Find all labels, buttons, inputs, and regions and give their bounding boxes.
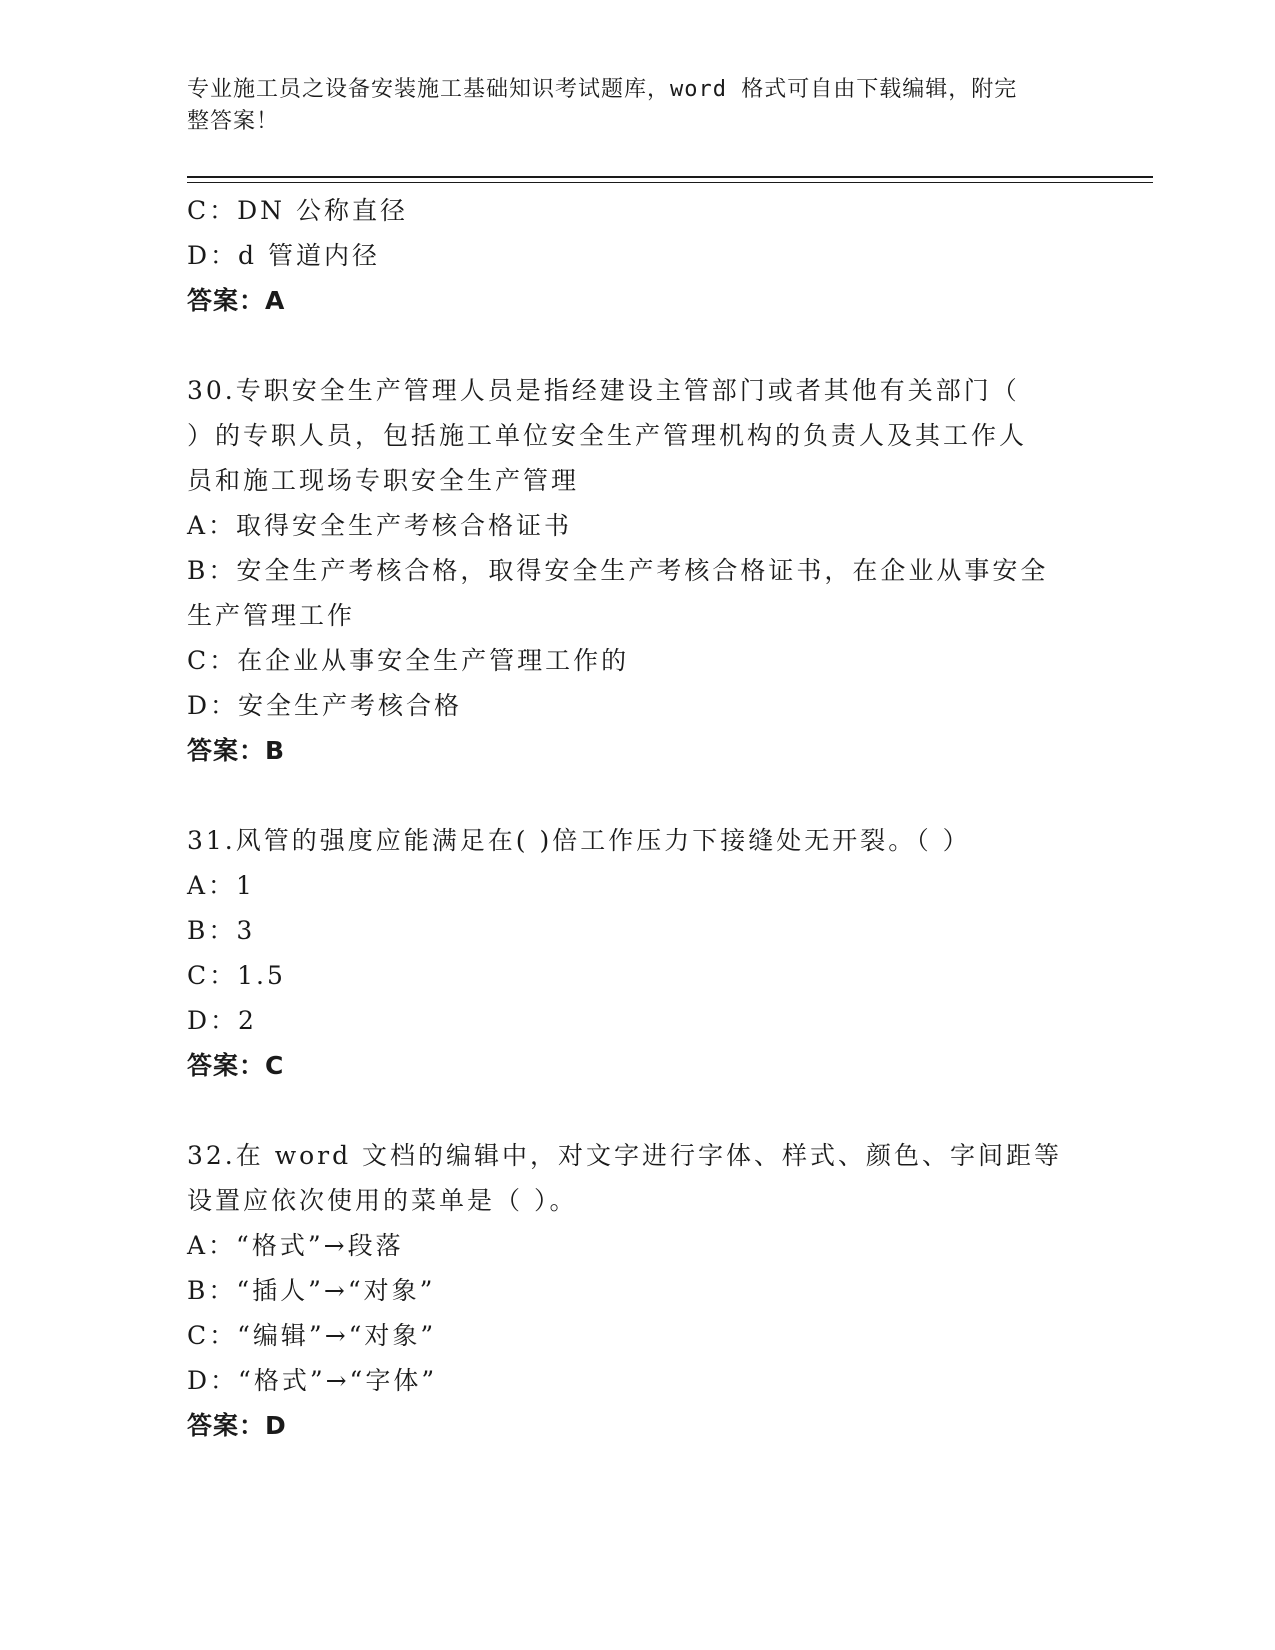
option-b: B：3 bbox=[187, 916, 256, 945]
question-32 bbox=[187, 1133, 1087, 1448]
option-a: A：“格式”→段落 bbox=[187, 1231, 404, 1260]
spacer bbox=[187, 773, 1087, 818]
answer-line: 答案：A bbox=[187, 286, 286, 315]
option-c: C：“编辑”→“对象” bbox=[187, 1321, 437, 1350]
option-b: B：“插人”→“对象” bbox=[187, 1276, 436, 1305]
header-line-1: 专业施工员之设备安装施工基础知识考试题库，word 格式可自由下载编辑，附完 bbox=[187, 77, 1018, 102]
header-divider-thick bbox=[187, 176, 1153, 178]
option-c: C：1.5 bbox=[187, 961, 286, 990]
answer-line: 答案：D bbox=[187, 1411, 287, 1440]
option-d: D：d 管道内径 bbox=[187, 241, 380, 270]
answer-line: 答案：C bbox=[187, 1051, 285, 1080]
question-text-line: 30.专职安全生产管理人员是指经建设主管部门或者其他有关部门（ bbox=[187, 376, 1020, 405]
question-31 bbox=[187, 818, 1087, 1088]
option-c: C：DN 公称直径 bbox=[187, 196, 408, 225]
question-text-line: 31.风管的强度应能满足在( )倍工作压力下接缝处无开裂。（ ） bbox=[187, 826, 971, 855]
option-a: A：取得安全生产考核合格证书 bbox=[187, 511, 573, 540]
option-b-continued: 生产管理工作 bbox=[187, 601, 356, 630]
option-c: C：在企业从事安全生产管理工作的 bbox=[187, 646, 630, 675]
question-text-line: ）的专职人员，包括施工单位安全生产管理机构的负责人及其工作人 bbox=[187, 421, 1028, 450]
option-b: B：安全生产考核合格，取得安全生产考核合格证书，在企业从事安全 bbox=[187, 556, 1049, 585]
document-header bbox=[187, 74, 1067, 138]
option-a: A：1 bbox=[187, 871, 255, 900]
question-30 bbox=[187, 368, 1087, 773]
option-d: D：安全生产考核合格 bbox=[187, 691, 463, 720]
question-text-line: 员和施工现场专职安全生产管理 bbox=[187, 466, 580, 495]
spacer bbox=[187, 1088, 1087, 1133]
question-29-tail bbox=[187, 188, 1087, 323]
header-line-2: 整答案！ bbox=[187, 109, 280, 134]
option-d: D：2 bbox=[187, 1006, 257, 1035]
question-text-line: 设置应依次使用的菜单是（ ）。 bbox=[187, 1186, 578, 1215]
header-divider-thin bbox=[187, 182, 1153, 183]
question-list bbox=[187, 188, 1087, 1448]
answer-line: 答案：B bbox=[187, 736, 286, 765]
spacer bbox=[187, 323, 1087, 368]
question-text-line: 32.在 word 文档的编辑中，对文字进行字体、样式、颜色、字间距等 bbox=[187, 1141, 1063, 1170]
option-d: D：“格式”→“字体” bbox=[187, 1366, 438, 1395]
